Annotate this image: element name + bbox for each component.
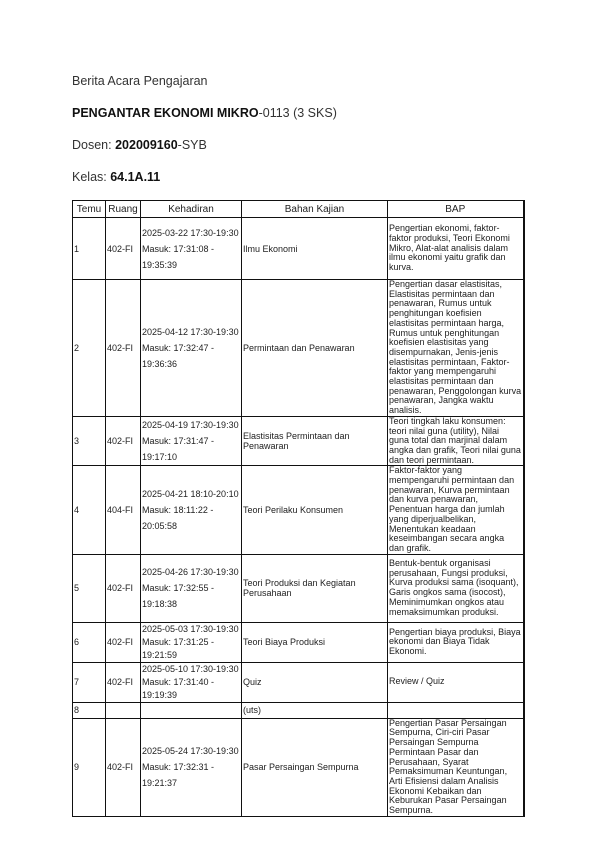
cell-temu: 6 xyxy=(73,622,106,662)
teaching-record-table xyxy=(72,200,525,817)
class-line xyxy=(72,170,160,184)
session-schedule: 2025-04-19 17:30-19:30 xyxy=(142,420,239,431)
cell-bahan-kajian: Pasar Persaingan Sempurna xyxy=(242,718,388,816)
check-in-time: Masuk: 17:31:40 - 19:19:39 xyxy=(142,676,215,700)
class-label: Kelas: xyxy=(72,170,111,184)
header-temu: Temu xyxy=(73,201,106,218)
cell-temu: 3 xyxy=(73,416,106,466)
check-in-time: Masuk: 17:31:47 - 19:17:10 xyxy=(142,436,215,463)
check-in-time: Masuk: 17:31:25 - 19:21:59 xyxy=(142,636,215,660)
cell-kehadiran xyxy=(141,554,242,622)
cell-ruang: 402-FI xyxy=(106,416,141,466)
cell-ruang: 402-FI xyxy=(106,718,141,816)
check-in-time: Masuk: 17:32:55 - 19:18:38 xyxy=(142,583,215,610)
cell-bap: Pengertian Pasar Persaingan Sempurna, Ciri-ciri Pasar Persaingan Sempurna Permintaan Pasar dan Perusahaan, Syarat Pemaksimuman Keuntungan, Arti Efisiensi dalam Analisis Ekonomi Kebaikan dan Keburukan Pasar Persaingan Sempurna. xyxy=(388,718,524,816)
session-schedule: 2025-04-21 18:10-20:10 xyxy=(142,489,239,500)
header-bahan-kajian: Bahan Kajian xyxy=(242,201,388,218)
cell-bahan-kajian: Teori Produksi dan Kegiatan Perusahaan xyxy=(242,554,388,622)
session-schedule: 2025-05-24 17:30-19:30 xyxy=(142,746,239,757)
cell-temu: 5 xyxy=(73,554,106,622)
table-row xyxy=(73,280,524,417)
cell-bap: Pengertian dasar elastisitas, Elastisitas permintaan dan penawaran, Rumus untuk penghitungan koefisien elastisitas permintaan harga, Rumus untuk penghitungan koefisien elastisitas yang disempurnakan, Jenis-jenis elastisitas permintaan, Faktor-faktor yang mempengaruhi elastisitas permintaan dan penawaran, Penggolongan kurva penawaran, Jangka waktu analisis. xyxy=(388,280,524,417)
cell-bap: Teori tingkah laku konsumen: teori nilai guna (utility), Nilai guna total dan marjinal dalam angka dan grafik, Teori nilai guna dan teori permintaan. xyxy=(388,416,524,466)
cell-bahan-kajian: Teori Biaya Produksi xyxy=(242,622,388,662)
table-row xyxy=(73,554,524,622)
check-in-time: Masuk: 18:11:22 - 20:05:58 xyxy=(142,505,214,532)
cell-bap: Review / Quiz xyxy=(388,662,524,702)
table-row xyxy=(73,218,524,280)
cell-bahan-kajian: (uts) xyxy=(242,702,388,718)
cell-bap xyxy=(388,702,524,718)
cell-temu: 8 xyxy=(73,702,106,718)
cell-temu: 2 xyxy=(73,280,106,417)
cell-ruang: 402-FI xyxy=(106,280,141,417)
cell-kehadiran xyxy=(141,662,242,702)
session-schedule: 2025-04-12 17:30-19:30 xyxy=(142,326,239,337)
cell-kehadiran xyxy=(141,416,242,466)
check-in-time: Masuk: 17:31:08 - 19:35:39 xyxy=(142,243,215,270)
session-schedule: 2025-05-10 17:30-19:30 xyxy=(142,663,239,674)
class-value: 64.1A.11 xyxy=(110,170,161,184)
course-code: -0113 (3 SKS) xyxy=(258,106,337,120)
cell-kehadiran xyxy=(141,718,242,816)
cell-temu: 7 xyxy=(73,662,106,702)
cell-kehadiran xyxy=(141,622,242,662)
table-header-row xyxy=(73,201,524,218)
session-schedule: 2025-05-03 17:30-19:30 xyxy=(142,623,239,634)
check-in-time: Masuk: 17:32:31 - 19:21:37 xyxy=(142,762,215,789)
cell-ruang: 404-FI xyxy=(106,466,141,554)
table-row xyxy=(73,416,524,466)
table-row xyxy=(73,622,524,662)
cell-bap: Pengertian biaya produksi, Biaya ekonomi dan Biaya Tidak Ekonomi. xyxy=(388,622,524,662)
check-in-time: Masuk: 17:32:47 - 19:36:36 xyxy=(142,342,215,369)
cell-kehadiran xyxy=(141,218,242,280)
cell-bap: Faktor-faktor yang mempengaruhi permintaan dan penawaran, Kurva permintaan dan kurva penawaran, Penentuan harga dan jumlah yang diperjualbelikan, Menentukan keadaan keseimbangan secara angka dan grafik. xyxy=(388,466,524,554)
cell-bahan-kajian: Elastisitas Permintaan dan Penawaran xyxy=(242,416,388,466)
cell-bahan-kajian: Teori Perilaku Konsumen xyxy=(242,466,388,554)
lecturer-id: 202009160 xyxy=(115,138,178,152)
cell-ruang: 402-FI xyxy=(106,622,141,662)
header-ruang: Ruang xyxy=(106,201,141,218)
session-schedule: 2025-03-22 17:30-19:30 xyxy=(142,227,239,238)
cell-bahan-kajian: Quiz xyxy=(242,662,388,702)
table-row xyxy=(73,718,524,816)
course-name: PENGANTAR EKONOMI MIKRO xyxy=(72,106,259,120)
table-row xyxy=(73,466,524,554)
header-bap: BAP xyxy=(388,201,524,218)
table-row xyxy=(73,702,524,718)
cell-ruang: 402-FI xyxy=(106,218,141,280)
cell-temu: 1 xyxy=(73,218,106,280)
cell-kehadiran xyxy=(141,702,242,718)
cell-temu: 9 xyxy=(73,718,106,816)
lecturer-line xyxy=(72,138,207,152)
cell-kehadiran xyxy=(141,466,242,554)
cell-temu: 4 xyxy=(73,466,106,554)
session-schedule: 2025-04-26 17:30-19:30 xyxy=(142,567,239,578)
table-row xyxy=(73,662,524,702)
document-title: Berita Acara Pengajaran xyxy=(72,74,208,88)
cell-bap: Bentuk-bentuk organisasi perusahaan, Fungsi produksi, Kurva produksi sama (isoquant), Garis ongkos sama (isocost), Meminimumkan ongkos atau memaksimumkan produksi. xyxy=(388,554,524,622)
cell-bahan-kajian: Permintaan dan Penawaran xyxy=(242,280,388,417)
cell-ruang: 402-FI xyxy=(106,554,141,622)
cell-ruang xyxy=(106,702,141,718)
cell-bahan-kajian: Ilmu Ekonomi xyxy=(242,218,388,280)
cell-ruang: 402-FI xyxy=(106,662,141,702)
header-kehadiran: Kehadiran xyxy=(141,201,242,218)
cell-bap: Pengertian ekonomi, faktor-faktor produksi, Teori Ekonomi Mikro, Alat-alat analisis dalam ilmu ekonomi yaitu grafik dan kurva. xyxy=(388,218,524,280)
lecturer-suffix: -SYB xyxy=(177,138,207,152)
cell-kehadiran xyxy=(141,280,242,417)
lecturer-label: Dosen: xyxy=(72,138,116,152)
course-line xyxy=(72,106,337,120)
